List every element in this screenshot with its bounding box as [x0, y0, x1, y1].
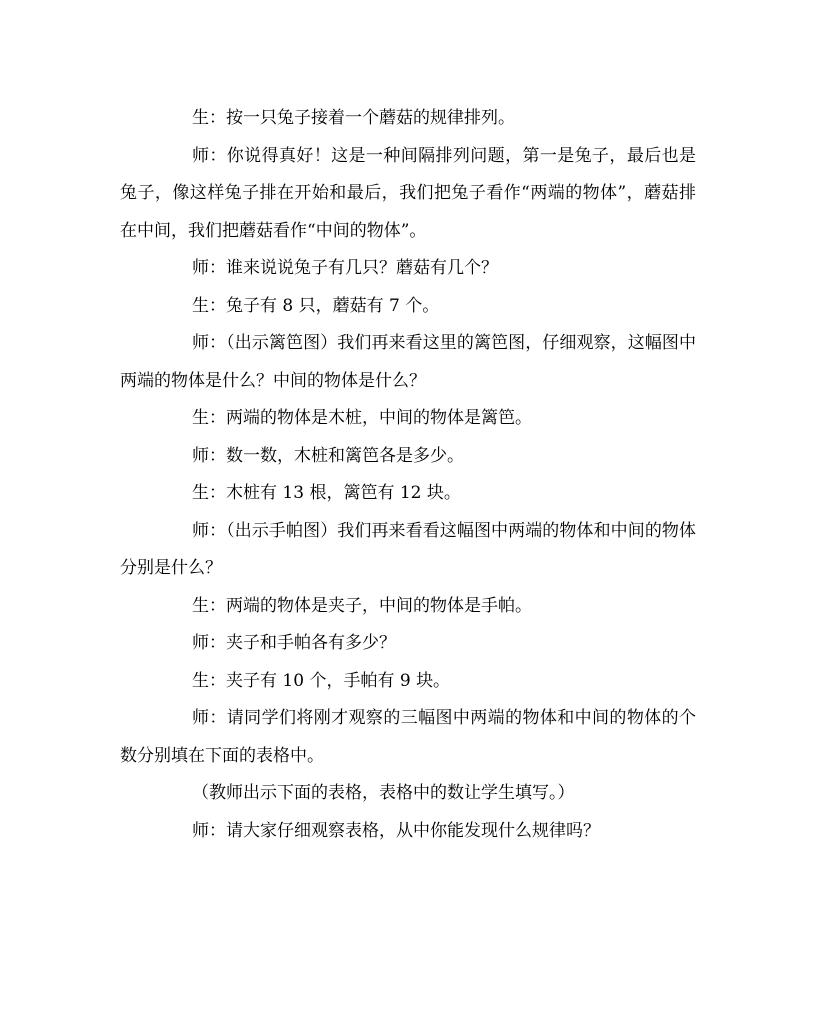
paragraph-teacher-find-rule: 师：请大家仔细观察表格，从中你能发现什么规律吗？: [192, 820, 600, 841]
paragraph-teacher-fill-table: 师：请同学们将刚才观察的三幅图中两端的物体和中间的物体的个数分别填在下面的表格中。: [120, 708, 696, 766]
paragraph-teacher-handkerchief-question: 师：夹子和手帕各有多少？: [192, 633, 396, 653]
paragraph-student-handkerchief-count: 生：夹子有 10 个，手帕有 9 块。: [192, 670, 451, 691]
paragraph-student-handkerchief-ends: 生：两端的物体是夹子，中间的物体是手帕。: [192, 595, 532, 616]
paragraph-teacher-question-count: 师：谁来说说兔子有几只？蘑菇有几个？: [192, 258, 498, 278]
paragraph-teacher-count-fence: 师：数一数，木桩和篱笆各是多少。: [192, 445, 464, 466]
text-body: [120, 100, 696, 850]
paragraph-student-rabbit-count: 生：兔子有 8 只，蘑菇有 7 个。: [192, 295, 440, 316]
paragraph-teacher-handkerchief-picture: 师：（出示手帕图）我们再来看看这幅图中两端的物体和中间的物体分别是什么？: [120, 520, 696, 578]
paragraph-teacher-explanation: 师：你说得真好！这是一种间隔排列问题，第一是兔子，最后也是兔子，像这样兔子排在开始和最后，我们把兔子看作“两端的物体”，蘑菇排在中间，我们把蘑菇看作“中间的物体”。: [120, 145, 696, 241]
paragraph-student-answer-pattern: 生：按一只兔子接着一个蘑菇的规律排列。: [192, 108, 515, 128]
paragraph-stage-direction: （教师出示下面的表格，表格中的数让学生填写。）: [192, 783, 575, 803]
paragraph-student-fence-ends: 生：两端的物体是木桩，中间的物体是篱笆。: [192, 408, 532, 428]
paragraph-student-fence-count: 生：木桩有 13 根，篱笆有 12 块。: [192, 483, 461, 503]
paragraph-teacher-fence-picture: 师：（出示篱笆图）我们再来看这里的篱笆图，仔细观察，这幅图中两端的物体是什么？中间的物体是什么？: [120, 333, 696, 391]
